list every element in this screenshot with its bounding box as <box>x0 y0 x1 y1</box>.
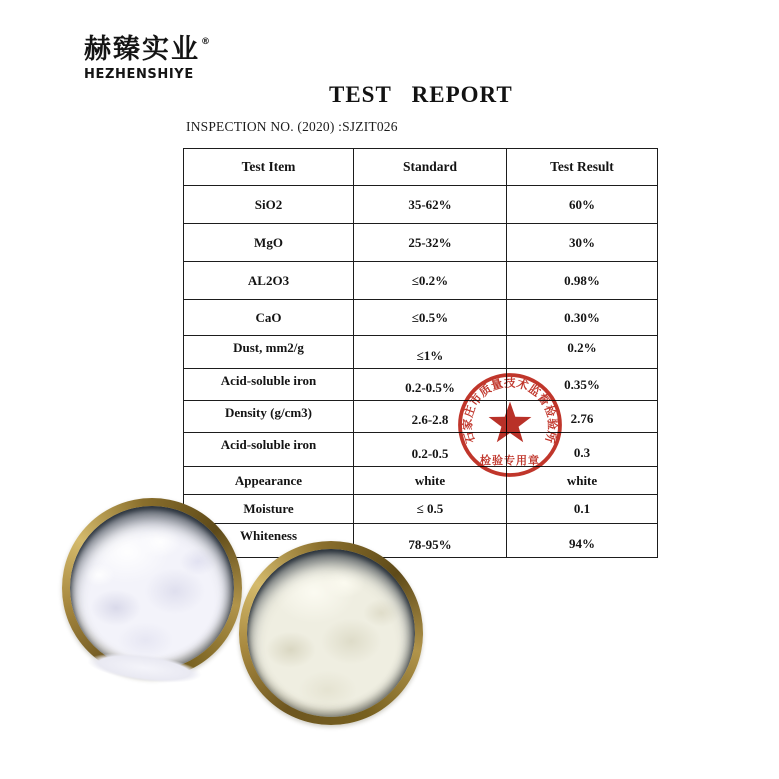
test-item-cell: Density (g/cm3) <box>184 401 354 433</box>
table-header-row <box>184 149 658 186</box>
star-icon <box>489 402 532 443</box>
company-logo <box>84 36 212 82</box>
column-header-standard: Standard <box>354 149 507 186</box>
table-row <box>184 224 658 262</box>
table-row <box>184 433 658 467</box>
stamp-bottom-text: 检验专用章 <box>480 454 540 467</box>
test-item-cell: SiO2 <box>184 186 354 224</box>
standard-cell: ≤ 0.5 <box>354 495 507 524</box>
standard-cell: 0.2-0.5% <box>354 369 507 401</box>
result-cell: 60% <box>507 186 658 224</box>
registered-trademark-icon: ® <box>201 37 212 47</box>
table-row <box>184 401 658 433</box>
result-cell: 2.76 <box>507 401 658 433</box>
standard-cell: 2.6-2.8 <box>354 401 507 433</box>
test-item-cell: Dust, mm2/g <box>184 336 354 369</box>
test-item-cell: Appearance <box>184 467 354 495</box>
table-row <box>184 186 658 224</box>
table-row <box>184 524 658 558</box>
standard-cell: white <box>354 467 507 495</box>
table-row <box>184 495 658 524</box>
table-row <box>184 369 658 401</box>
test-item-cell: CaO <box>184 300 354 336</box>
sample-bowl-right <box>239 541 423 725</box>
inspection-stamp <box>450 365 570 485</box>
test-item-cell: Moisture <box>184 495 354 524</box>
standard-cell: 25-32% <box>354 224 507 262</box>
inspection-number: INSPECTION NO. (2020) :SJZIT026 <box>186 119 398 134</box>
standard-cell: ≤0.5% <box>354 300 507 336</box>
table-row <box>184 467 658 495</box>
test-item-cell: Acid-soluble iron <box>184 369 354 401</box>
page-title: TEST REPORT <box>329 82 513 107</box>
logo-chinese-text: 赫臻实业 <box>84 34 200 65</box>
table-row <box>184 300 658 336</box>
result-cell: 0.2% <box>507 336 658 369</box>
test-item-cell: AL2O3 <box>184 262 354 300</box>
result-cell: 0.98% <box>507 262 658 300</box>
white-powder-sample <box>70 506 234 670</box>
result-cell: 0.3 <box>507 433 658 467</box>
cream-powder-sample <box>247 549 415 717</box>
table-row <box>184 336 658 369</box>
test-item-cell: Whiteness <box>184 524 354 558</box>
test-item-cell: Acid-soluble iron <box>184 433 354 467</box>
result-cell: 0.1 <box>507 495 658 524</box>
logo-latin-name: HEZHENSHIYE <box>84 67 194 83</box>
standard-cell: 35-62% <box>354 186 507 224</box>
standard-cell: 0.2-0.5 <box>354 433 507 467</box>
standard-cell: ≤1% <box>354 336 507 369</box>
test-report-table <box>183 148 658 558</box>
standard-cell: ≤0.2% <box>354 262 507 300</box>
result-cell: white <box>507 467 658 495</box>
stamp-arc-text: 石家庄市质量技术监督检验所 <box>460 375 560 445</box>
result-cell: 0.35% <box>507 369 658 401</box>
result-cell: 0.30% <box>507 300 658 336</box>
test-item-cell: MgO <box>184 224 354 262</box>
result-cell: 94% <box>507 524 658 558</box>
column-header-test-item: Test Item <box>184 149 354 186</box>
logo-chinese-name <box>84 36 212 64</box>
sample-bowl-left <box>62 498 242 678</box>
result-cell: 30% <box>507 224 658 262</box>
table-row <box>184 262 658 300</box>
standard-cell: 78-95% <box>354 524 507 558</box>
column-header-test-result: Test Result <box>507 149 658 186</box>
